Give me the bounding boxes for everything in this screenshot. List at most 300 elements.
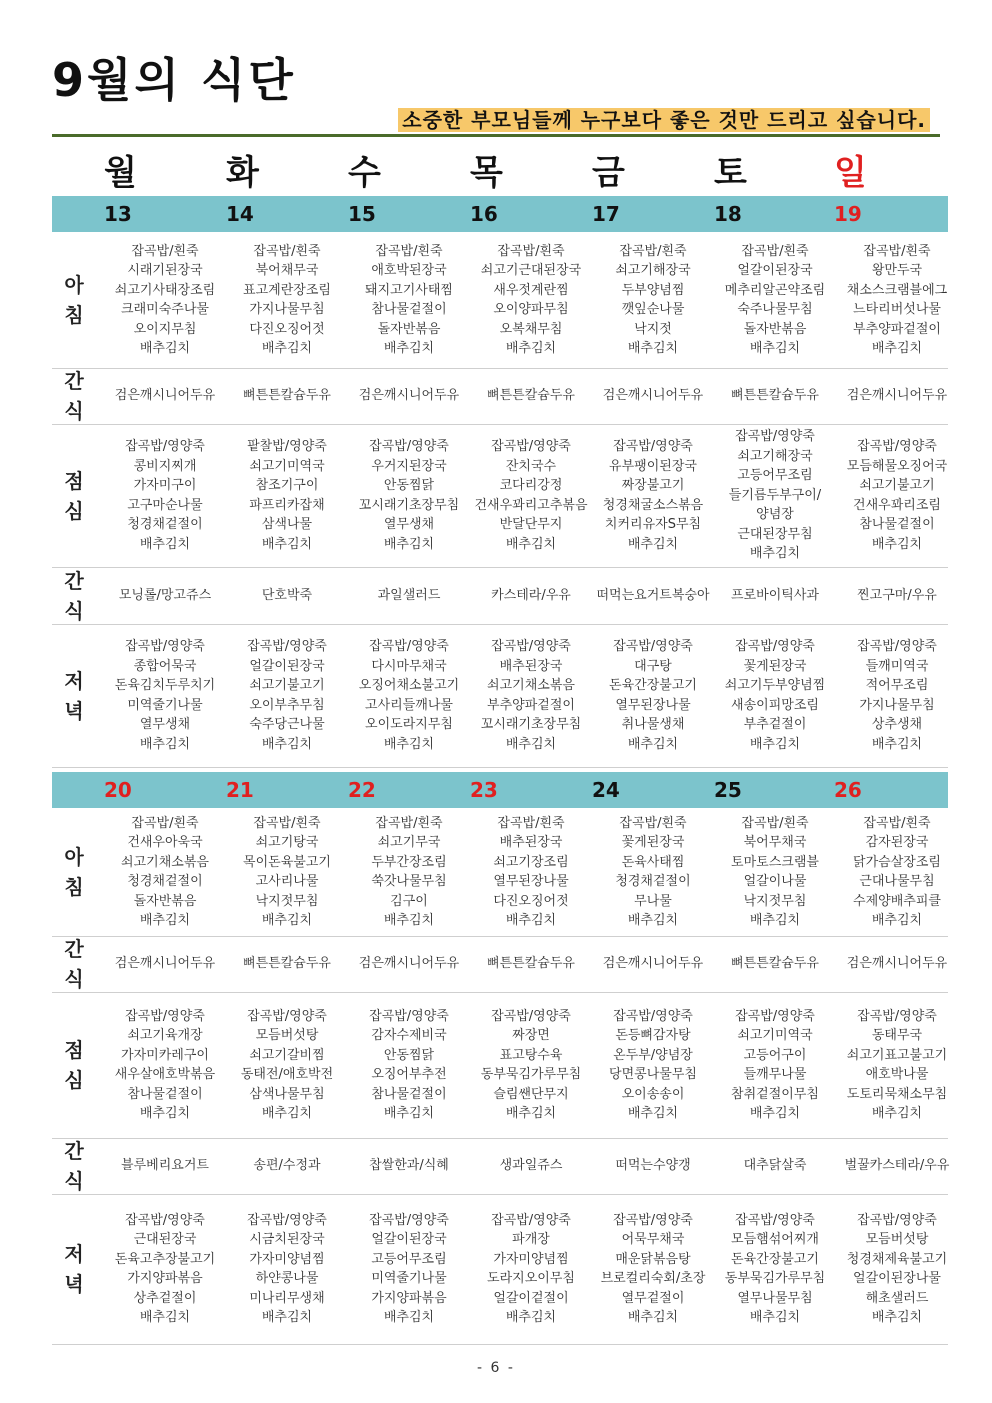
snack-item: 검은깨시니어두유: [114, 956, 216, 972]
menu-item: 고등어무조림: [371, 1251, 447, 1267]
menu-cell: [592, 808, 714, 936]
menu-item: 두부양념찜: [621, 282, 685, 298]
menu-item: 코다리강정: [499, 478, 563, 493]
menu-item: 잡곡밥/영양죽: [613, 1008, 693, 1024]
menu-item: 배추김치: [627, 536, 679, 552]
date-number: 14: [226, 202, 254, 226]
menu-item: 낙지젓: [634, 321, 672, 337]
menu-item: 감자수제비국: [371, 1028, 447, 1043]
menu-item: 잡곡밥/영양죽: [613, 439, 693, 454]
snack-item: 떠먹는요거트복숭아: [596, 587, 710, 603]
meal-row-snack1: [52, 368, 948, 425]
menu-item: 돈육간장불고기: [609, 678, 697, 693]
menu-item: 쇠고기육개장: [127, 1028, 203, 1043]
menu-item: 배추김치: [261, 913, 313, 928]
menu-item: 잡곡밥/흰죽: [619, 815, 687, 831]
menu-item: 김구이: [390, 893, 428, 909]
menu-item: 새우젓계란찜: [493, 282, 569, 298]
menu-cell: [348, 368, 470, 424]
menu-cell: [226, 1194, 348, 1344]
menu-item: 잡곡밥/영양죽: [735, 429, 815, 445]
menu-item: 유부팽이된장국: [609, 458, 697, 474]
menu-item: 고구마순나물: [127, 497, 203, 513]
menu-item: 잡곡밥/영양죽: [857, 1212, 937, 1228]
menu-item: 시금치된장국: [249, 1232, 325, 1247]
meal-label: [52, 424, 96, 567]
menu-cell: [470, 936, 592, 992]
menu-item: 배추김치: [505, 1106, 557, 1121]
menu-item: 채소스크램블에그: [846, 282, 948, 298]
menu-item: 배추김치: [139, 1106, 191, 1121]
menu-item: 무나물: [634, 893, 672, 909]
meal-label-char: 식: [64, 1169, 84, 1193]
menu-item: 배추김치: [139, 341, 191, 356]
menu-item: 배추김치: [505, 536, 557, 552]
menu-item: 팥찰밥/영양죽: [247, 439, 327, 454]
menu-item: 배추김치: [627, 736, 679, 752]
menu-item: 잡곡밥/흰죽: [619, 243, 687, 259]
menu-item: 상추겉절이: [133, 1290, 197, 1306]
menu-cell: [714, 1194, 836, 1344]
day-header: 월: [104, 153, 137, 193]
menu-cell: [470, 1138, 592, 1194]
day-header: 토: [714, 153, 747, 193]
menu-item: 고등어무조림: [737, 468, 813, 484]
meal-label-char: 식: [64, 399, 84, 423]
meal-label-char: 심: [64, 1068, 84, 1092]
meal-label: [52, 232, 96, 368]
menu-item: 배추김치: [383, 913, 435, 928]
menu-item: 잡곡밥/영양죽: [491, 439, 571, 454]
menu-item: 참취겉절이무침: [731, 1086, 819, 1102]
meal-row-snack1: [52, 936, 948, 993]
menu-item: 안동찜닭: [383, 478, 435, 493]
week-2: [52, 772, 948, 1344]
menu-item: 쇠고기불고기: [249, 678, 325, 693]
menu-cell: [470, 368, 592, 424]
menu-item: 쇠고기사태장조림: [114, 282, 216, 298]
menu-cell: [836, 1194, 958, 1344]
menu-item: 잡곡밥/흰죽: [131, 815, 199, 831]
menu-item: 표고탕수육: [499, 1047, 563, 1063]
date-row: [52, 772, 948, 808]
meal-label-char: 간: [64, 369, 84, 393]
menu-item: 고사리들깨나물: [365, 697, 453, 713]
menu-cell: [226, 992, 348, 1138]
menu-cell: [104, 936, 226, 992]
menu-item: 삼색나물무침: [249, 1086, 325, 1102]
menu-item: 애호박된장국: [371, 263, 447, 278]
menu-item: 쇠고기미역국: [249, 458, 325, 474]
meal-label-char: 침: [64, 875, 84, 899]
menu-item: 배추김치: [139, 736, 191, 752]
meal-label-char: 아: [64, 273, 84, 297]
menu-cell: [592, 936, 714, 992]
menu-item: 청경채굴소스볶음: [602, 497, 704, 513]
menu-item: 잡곡밥/영양죽: [491, 1212, 571, 1228]
menu-cell: [592, 368, 714, 424]
menu-item: 동태전/애호박전: [240, 1067, 334, 1082]
menu-item: 돈육간장불고기: [731, 1251, 819, 1267]
menu-cell: [836, 424, 958, 567]
snack-item: 생과일쥬스: [499, 1158, 563, 1174]
menu-cell: [592, 1194, 714, 1344]
menu-item: 고사리나물: [255, 874, 319, 889]
menu-item: 잡곡밥/흰죽: [253, 243, 321, 259]
menu-item: 해초샐러드: [865, 1290, 929, 1306]
menu-item: 돌자반볶음: [377, 321, 441, 337]
menu-item: 애호박나물: [865, 1067, 929, 1082]
menu-item: 다진오징어젓: [493, 893, 569, 909]
menu-item: 쇠고기채소볶음: [121, 854, 209, 870]
snack-item: 과일샐러드: [377, 587, 441, 603]
menu-item: 적어무조림: [865, 678, 929, 693]
menu-item: 배추김치: [505, 736, 557, 752]
menu-item: 하얀콩나물: [255, 1271, 319, 1286]
menu-item: 쑥갓나물무침: [371, 874, 447, 889]
menu-item: 오이송송이: [621, 1086, 685, 1102]
menu-item: 대구탕: [634, 658, 672, 674]
snack-item: 단호박죽: [261, 587, 313, 603]
menu-item: 왕만두국: [871, 263, 923, 278]
menu-cell: [226, 368, 348, 424]
menu-item: 온두부/양념장: [613, 1047, 693, 1063]
menu-item: 쇠고기근대된장국: [480, 263, 582, 278]
menu-item: 오이부추무침: [249, 697, 325, 713]
menu-item: 배추된장국: [499, 658, 563, 674]
menu-item: 잡곡밥/흰죽: [497, 243, 565, 259]
menu-item: 종합어묵국: [133, 658, 197, 674]
menu-item: 배추김치: [871, 913, 923, 928]
snack-item: 떠먹는수양갱: [615, 1158, 691, 1174]
menu-item: 꽃게된장국: [743, 658, 807, 674]
menu-item: 열무된장나물: [493, 874, 569, 889]
day-header: 화: [226, 153, 259, 193]
menu-item: 두부간장조림: [371, 854, 447, 870]
menu-cell: [836, 368, 958, 424]
menu-item: 잡곡밥/영양죽: [125, 1008, 205, 1024]
menu-cell: [470, 232, 592, 368]
menu-item: 배추김치: [383, 1106, 435, 1121]
menu-item: 닭가슴살장조림: [853, 854, 941, 870]
menu-item: 쇠고기두부양념찜: [724, 678, 826, 693]
menu-item: 잡곡밥/영양죽: [369, 1008, 449, 1024]
menu-item: 메추리알곤약조림: [724, 282, 826, 298]
menu-cell: [470, 424, 592, 567]
snack-item: 검은깨시니어두유: [602, 956, 704, 972]
date-number: 19: [834, 202, 862, 226]
subtitle: 소중한 부모님들께 누구보다 좋은 것만 드리고 싶습니다.: [398, 108, 930, 132]
menu-item: 배추김치: [749, 546, 801, 562]
snack-item: 카스테라/우유: [491, 587, 571, 603]
menu-item: 얼갈이된장국: [737, 263, 813, 278]
menu-item: 가지나물무침: [249, 302, 325, 317]
menu-cell: [592, 1138, 714, 1194]
meal-label: [52, 624, 96, 767]
menu-item: 배추김치: [749, 1106, 801, 1121]
menu-item: 파프리카잡채: [249, 497, 325, 513]
date-number: 23: [470, 778, 498, 802]
menu-item: 근대된장무침: [737, 526, 813, 542]
menu-item: 잡곡밥/영양죽: [613, 1212, 693, 1228]
menu-item: 잡곡밥/흰죽: [253, 815, 321, 831]
menu-cell: [104, 232, 226, 368]
menu-item: 청경채제육불고기: [846, 1251, 948, 1267]
week-1: [52, 196, 948, 767]
meal-row-lunch: [52, 992, 948, 1139]
meal-label-char: 녁: [64, 1272, 84, 1296]
menu-item: 잡곡밥/영양죽: [613, 639, 693, 654]
menu-item: 북어채무국: [255, 263, 319, 278]
menu-item: 배추김치: [627, 341, 679, 356]
date-number: 22: [348, 778, 376, 802]
menu-item: 잡곡밥/영양죽: [125, 439, 205, 454]
menu-cell: [592, 232, 714, 368]
menu-item: 배추김치: [383, 536, 435, 552]
menu-item: 낙지젓무침: [255, 893, 319, 909]
meal-label-char: 점: [64, 1038, 84, 1062]
snack-item: 검은깨시니어두유: [846, 388, 948, 404]
menu-cell: [348, 808, 470, 936]
menu-item: 쇠고기불고기: [859, 478, 935, 493]
snack-item: 뼈튼튼칼슘두유: [487, 956, 575, 972]
meal-row-snack2: [52, 1138, 948, 1195]
meal-label: [52, 567, 96, 624]
meal-label-char: 녁: [64, 698, 84, 723]
page-number: - 6 -: [477, 1360, 515, 1376]
menu-item: 청경채겉절이: [127, 517, 203, 532]
menu-item: 배추김치: [749, 736, 801, 752]
menu-cell: [714, 624, 836, 767]
menu-item: 쇠고기무국: [377, 835, 441, 850]
menu-item: 잡곡밥/영양죽: [857, 439, 937, 454]
menu-item: 모듬해물오징어국: [846, 458, 948, 474]
menu-item: 잡곡밥/영양죽: [369, 439, 449, 454]
snack-item: 검은깨시니어두유: [358, 388, 460, 404]
menu-item: 동부묵김가루무침: [724, 1271, 826, 1286]
snack-item: 검은깨시니어두유: [114, 388, 216, 404]
menu-item: 잡곡밥/영양죽: [491, 639, 571, 654]
meal-label-char: 간: [64, 568, 84, 593]
menu-item: 가지양파볶음: [371, 1290, 447, 1306]
snack-item: 뼈튼튼칼슘두유: [731, 388, 819, 404]
menu-cell: [226, 936, 348, 992]
menu-cell: [104, 368, 226, 424]
meal-label-char: 저: [64, 668, 84, 693]
meal-label-char: 식: [64, 598, 84, 623]
menu-item: 크래미숙주나물: [121, 302, 209, 317]
menu-item: 돈육사태찜: [621, 854, 685, 870]
menu-item: 다시마무채국: [371, 658, 447, 674]
menu-cell: [104, 992, 226, 1138]
meal-row-dinner: [52, 624, 948, 768]
menu-item: 양념장: [756, 507, 794, 523]
menu-item: 배추김치: [505, 1310, 557, 1325]
menu-cell: [714, 424, 836, 567]
menu-item: 꼬시래기초장무침: [358, 497, 460, 513]
menu-item: 콩비지찌개: [133, 458, 197, 474]
menu-item: 잡곡밥/흰죽: [375, 815, 443, 831]
menu-item: 오이도라지무침: [365, 717, 453, 732]
menu-cell: [592, 624, 714, 767]
menu-item: 잡곡밥/영양죽: [369, 639, 449, 654]
menu-item: 돼지고기사태찜: [365, 282, 453, 298]
menu-item: 배추김치: [383, 1310, 435, 1325]
menu-item: 배추김치: [749, 1310, 801, 1325]
menu-item: 청경채겉절이: [615, 874, 691, 889]
menu-item: 얼갈이된장국: [371, 1232, 447, 1247]
menu-item: 얼갈이된장나물: [853, 1271, 941, 1286]
menu-cell: [714, 992, 836, 1138]
menu-item: 배추김치: [139, 536, 191, 552]
menu-item: 근대나물무침: [859, 874, 935, 889]
menu-item: 부추양파겉절이: [853, 321, 941, 337]
menu-item: 잔치국수: [505, 458, 557, 474]
snack-item: 검은깨시니어두유: [358, 956, 460, 972]
menu-cell: [714, 368, 836, 424]
menu-cell: [470, 808, 592, 936]
menu-item: 상추생채: [871, 717, 923, 732]
snack-item: 블루베리요거트: [121, 1158, 209, 1174]
menu-item: 잡곡밥/흰죽: [741, 243, 809, 259]
day-header: 일: [834, 153, 867, 193]
menu-item: 돈등뼈감자탕: [615, 1028, 691, 1043]
menu-item: 배추김치: [261, 1310, 313, 1325]
date-row: [52, 196, 948, 232]
menu-item: 새송이피망조림: [731, 697, 819, 713]
menu-item: 목이돈육불고기: [243, 854, 331, 870]
menu-item: 꼬시래기초장무침: [480, 717, 582, 732]
menu-cell: [714, 567, 836, 624]
menu-cell: [348, 936, 470, 992]
menu-cell: [714, 1138, 836, 1194]
menu-item: 잡곡밥/영양죽: [247, 1008, 327, 1024]
menu-item: 짜장불고기: [621, 478, 685, 493]
menu-item: 가자미구이: [133, 478, 197, 493]
menu-item: 잡곡밥/영양죽: [125, 639, 205, 654]
menu-item: 쇠고기갈비찜: [249, 1047, 325, 1063]
menu-item: 열무나물무침: [737, 1290, 813, 1306]
menu-item: 느타리버섯나물: [853, 302, 941, 317]
menu-item: 반달단무지: [499, 517, 563, 532]
meal-row-snack2: [52, 567, 948, 625]
menu-item: 미나리무생채: [249, 1290, 325, 1306]
snack-item: 검은깨시니어두유: [846, 956, 948, 972]
menu-item: 얼갈이겉절이: [493, 1290, 569, 1306]
meal-label-char: 점: [64, 468, 84, 493]
menu-item: 매운닭볶음탕: [615, 1251, 691, 1267]
snack-item: 뼈튼튼칼슘두유: [243, 956, 331, 972]
menu-cell: [226, 808, 348, 936]
menu-cell: [470, 992, 592, 1138]
menu-cell: [104, 624, 226, 767]
menu-item: 도라지오이무침: [487, 1271, 575, 1286]
menu-item: 얼갈이나물: [743, 874, 807, 889]
menu-item: 참조기구이: [255, 478, 319, 493]
menu-item: 쇠고기해장국: [737, 448, 813, 464]
menu-item: 잡곡밥/영양죽: [735, 1008, 815, 1024]
menu-item: 시래기된장국: [127, 263, 203, 278]
date-number: 13: [104, 202, 132, 226]
menu-item: 치커리유자S무침: [604, 517, 702, 532]
menu-cell: [348, 992, 470, 1138]
menu-cell: [836, 808, 958, 936]
menu-item: 미역줄기나물: [127, 697, 203, 713]
menu-item: 새우살애호박볶음: [114, 1067, 216, 1082]
menu-item: 잡곡밥/흰죽: [863, 243, 931, 259]
menu-item: 감자된장국: [865, 835, 929, 850]
menu-cell: [104, 1194, 226, 1344]
snack-item: 대추닭살죽: [743, 1158, 807, 1174]
menu-item: 배추김치: [383, 341, 435, 356]
menu-item: 꽃게된장국: [621, 835, 685, 850]
meal-row-breakfast: [52, 808, 948, 937]
menu-cell: [226, 1138, 348, 1194]
menu-cell: [348, 232, 470, 368]
snack-item: 뼈튼튼칼슘두유: [243, 388, 331, 404]
menu-item: 토마토스크램블: [731, 854, 819, 870]
date-number: 26: [834, 778, 862, 802]
menu-cell: [348, 624, 470, 767]
menu-item: 돌자반볶음: [133, 893, 197, 909]
menu-item: 돈육고추장불고기: [114, 1251, 216, 1267]
menu-item: 다진오징어젓: [249, 321, 325, 337]
menu-item: 숙주당근나물: [249, 717, 325, 732]
menu-item: 배추된장국: [499, 835, 563, 850]
snack-item: 송편/수정과: [253, 1158, 321, 1174]
date-number: 21: [226, 778, 254, 802]
menu-item: 들깨무나물: [743, 1067, 807, 1082]
menu-item: 잡곡밥/영양죽: [125, 1212, 205, 1228]
menu-item: 파개장: [512, 1232, 550, 1247]
menu-cell: [470, 624, 592, 767]
subtitle-rule: [52, 106, 940, 137]
menu-item: 배추김치: [261, 536, 313, 552]
menu-item: 잡곡밥/영양죽: [247, 1212, 327, 1228]
menu-item: 수제양배추피클: [853, 893, 941, 909]
date-number: 20: [104, 778, 132, 802]
menu-item: 얼갈이된장국: [249, 658, 325, 674]
menu-item: 배추김치: [383, 736, 435, 752]
menu-item: 쇠고기장조림: [493, 854, 569, 870]
menu-item: 배추김치: [871, 736, 923, 752]
menu-cell: [714, 808, 836, 936]
menu-item: 가지양파볶음: [127, 1271, 203, 1286]
menu-item: 잡곡밥/영양죽: [247, 639, 327, 654]
snack-item: 프로바이틱사과: [731, 587, 819, 603]
date-number: 24: [592, 778, 620, 802]
menu-item: 당면콩나물무침: [609, 1067, 697, 1082]
menu-item: 낙지젓무침: [743, 893, 807, 909]
menu-item: 가지나물무침: [859, 697, 935, 713]
meal-label: [52, 936, 96, 992]
meal-label-char: 아: [64, 845, 84, 869]
menu-cell: [592, 567, 714, 624]
menu-item: 열무생채: [139, 717, 191, 732]
menu-item: 근대된장국: [133, 1232, 197, 1247]
menu-item: 취나물생채: [621, 717, 685, 732]
day-headers: [52, 150, 948, 196]
menu-item: 배추김치: [627, 1310, 679, 1325]
meal-row-dinner: [52, 1194, 948, 1345]
menu-item: 숙주나물무침: [737, 302, 813, 317]
date-number: 17: [592, 202, 620, 226]
menu-cell: [104, 424, 226, 567]
menu-item: 잡곡밥/영양죽: [369, 1212, 449, 1228]
menu-item: 오징어채소불고기: [358, 678, 460, 693]
menu-item: 돈육김치두루치기: [114, 678, 216, 693]
menu-cell: [836, 992, 958, 1138]
